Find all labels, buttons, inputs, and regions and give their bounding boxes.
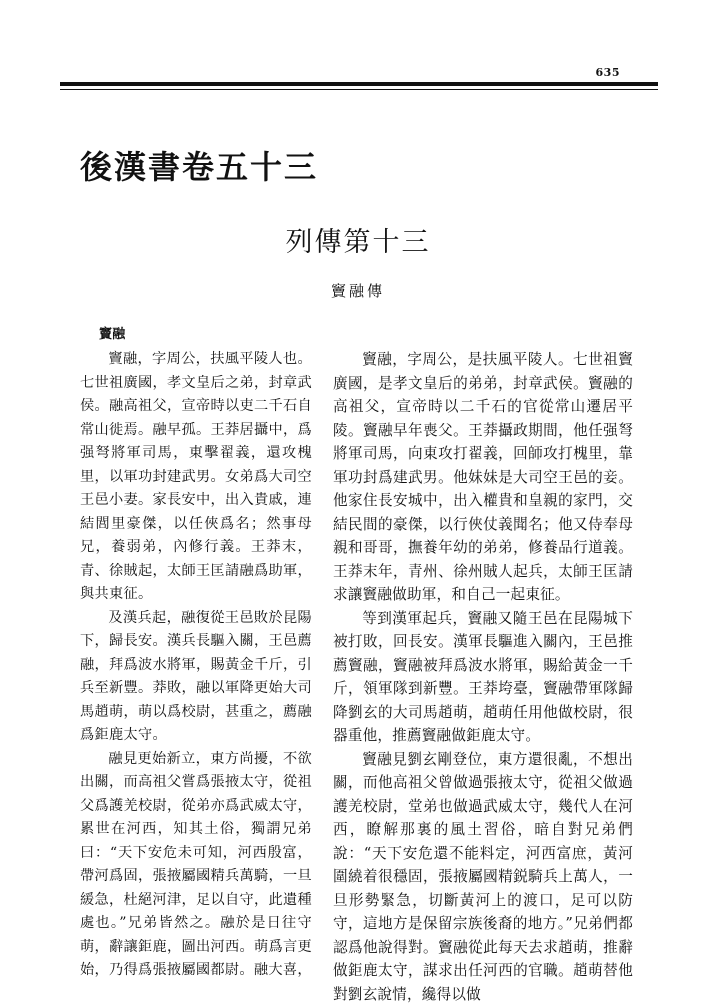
translation-paragraph: 竇融，字周公，是扶風平陵人。七世祖竇廣國，是孝文皇后的弟弟，封章武侯。竇融的高祖父，宣帝時以二千石的官從常山遷居平陵。竇融早年喪父。王莽攝政期間，他任强弩將軍司馬，向東攻打翟義，回師攻打槐里，靠軍功封爲建武男。他妹妹是大司空王邑的妾。他家住長安城中，出入權貴和皇親的家門，交結民間的豪傑，以行俠仗義聞名；他又侍奉母親和哥哥，撫養年幼的弟弟，修養品行道義。王莽末年，青州、徐州賊人起兵，太師王匡請求讓竇融做助軍，和自己一起東征。 bbox=[333, 348, 633, 607]
modern-translation-column bbox=[333, 348, 633, 1006]
classical-text-column bbox=[80, 322, 312, 983]
book-title: 後漢書卷五十三 bbox=[80, 142, 318, 188]
chapter-title: 列傳第十三 bbox=[0, 220, 716, 259]
header-rule-thin bbox=[60, 89, 658, 90]
classical-paragraph: 竇融，字周公，扶風平陵人也。七世祖廣國，孝文皇后之弟，封章武侯。融高祖父，宣帝時以吏二千石自常山徙焉。融早孤。王莽居攝中，爲强弩將軍司馬，東擊翟義，還攻槐里，以軍功封建武男。女弟爲大司空王邑小妻。家長安中，出入貴戚，連結閭里豪傑，以任俠爲名；然事母兄，養弱弟，內修行義。王莽末，青、徐賊起，太師王匡請融爲助軍，與共東征。 bbox=[80, 348, 312, 607]
page-number: 635 bbox=[596, 66, 620, 79]
biography-title: 竇融傳 bbox=[0, 280, 716, 301]
translation-paragraph: 等到漢軍起兵，竇融又隨王邑在昆陽城下被打敗，回長安。漢軍長驅進入關內，王邑推薦竇融，竇融被拜爲波水將軍，賜給黃金一千斤，領軍隊到新豐。王莽垮臺，竇融帶軍隊歸降劉玄的大司馬趙萌，趙萌任用他做校尉，很器重他，推薦竇融做鉅鹿太守。 bbox=[333, 607, 633, 748]
classical-paragraph: 融見更始新立，東方尚擾，不欲出關，而高祖父嘗爲張掖太守，從祖父爲護羌校尉，從弟亦爲武威太守，累世在河西，知其土俗，獨謂兄弟曰：“天下安危未可知，河西殷富，帶河爲固，張掖屬國精兵萬騎，一旦緩急，杜絕河津，足以自守，此遺種處也。”兄弟皆然之。融於是日往守萌，辭讓鉅鹿，圖出河西。萌爲言更始，乃得爲張掖屬國都尉。融大喜， bbox=[80, 748, 312, 983]
section-heading: 竇融 bbox=[99, 322, 312, 348]
translation-paragraph: 竇融見劉玄剛登位，東方還很亂，不想出關，而他高祖父曾做過張掖太守，從祖父做過護羌校尉，堂弟也做過武威太守，幾代人在河西，瞭解那裏的風土習俗，暗自對兄弟們說：“天下安危還不能料定，河西富庶，黃河圍繞着很穩固，張掖屬國精鋭騎兵上萬人，一旦形勢緊急，切斷黃河上的渡口，足可以防守，這地方是保留宗族後裔的地方。”兄弟們都認爲他說得對。竇融從此每天去求趙萌，推辭做鉅鹿太守，謀求出任河西的官職。趙萌替他對劉玄說情，纔得以做 bbox=[333, 748, 633, 1006]
header-rule bbox=[60, 82, 658, 86]
classical-paragraph: 及漢兵起，融復從王邑敗於昆陽下，歸長安。漢兵長驅入關，王邑薦融，拜爲波水將軍，賜黃金千斤，引兵至新豐。莽敗，融以軍降更始大司馬趙萌，萌以爲校尉，甚重之，薦融爲鉅鹿太守。 bbox=[80, 607, 312, 748]
